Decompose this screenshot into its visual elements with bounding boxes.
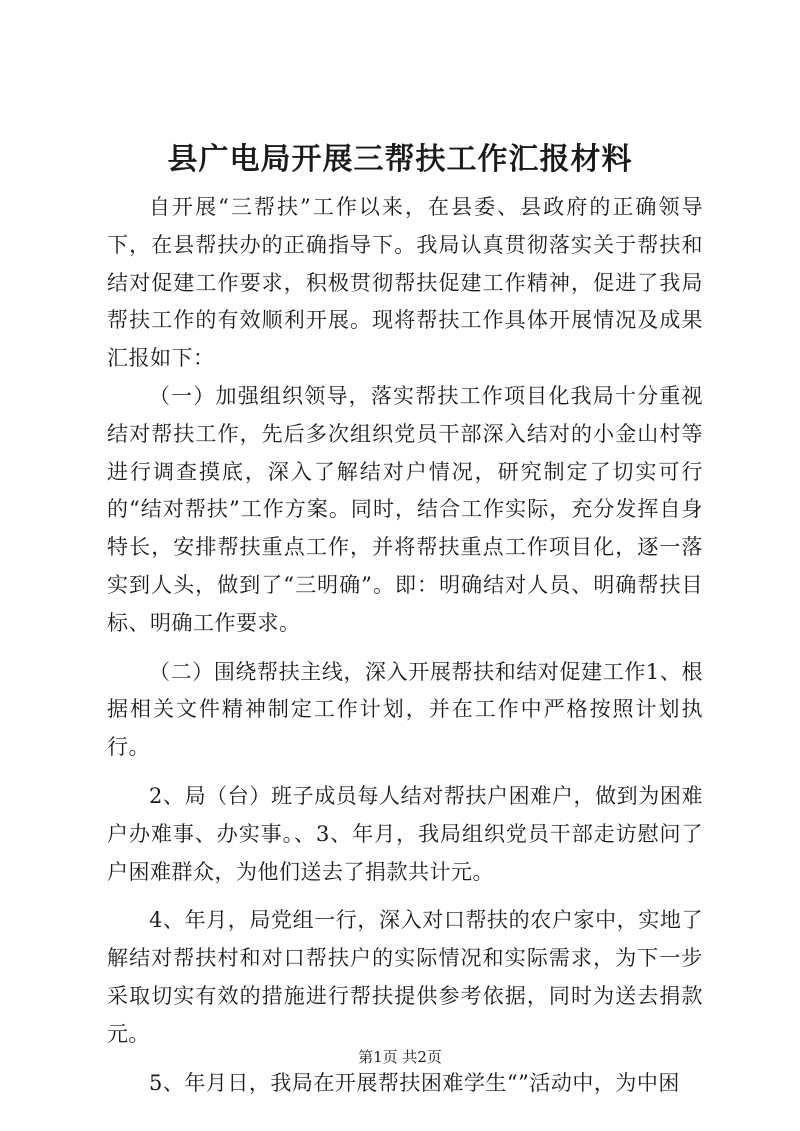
document-body <box>107 189 703 1102</box>
paragraph-item-4: 4、年月，局党组一行，深入对口帮扶的农户家中，实地了解结对帮扶村和对口帮扶户的实际情况和实际需求，为下一步采取切实有效的措施进行帮扶提供参考依据，同时为送去捐款元。 <box>107 908 703 1046</box>
paragraph-intro: 自开展“三帮扶”工作以来，在县委、县政府的正确领导下，在县帮扶办的正确指导下。我局认真贯彻落实关于帮扶和结对促建工作要求，积极贯彻帮扶促建工作精神，促进了我局帮扶工作的有效顺利开展。现将帮扶工作具体开展情况及成果汇报如下： <box>107 195 703 371</box>
page-number-footer: 第1页 共2页 <box>358 1048 442 1066</box>
paragraph-item-5: 5、年月日，我局在开展帮扶困难学生“”活动中，为中困 <box>149 1070 680 1095</box>
paragraph-section-1: （一）加强组织领导，落实帮扶工作项目化我局十分重视结对帮扶工作，先后多次组织党员干部深入结对的小金山村等进行调查摸底，深入了解结对户情况，研究制定了切实可行的“结对帮扶”工作方案。同时，结合工作实际，充分发挥自身特长，安排帮扶重点工作，并将帮扶重点工作项目化，逐一落实到人头，做到了“三明确”。即：明确结对人员、明确帮扶目标、明确工作要求。 <box>107 383 703 635</box>
paragraph-section-2: （二）围绕帮扶主线，深入开展帮扶和结对促建工作1、根据相关文件精神制定工作计划，并在工作中严格按照计划执行。 <box>107 659 703 760</box>
paragraph-item-2: 2、局（台）班子成员每人结对帮扶户困难户，做到为困难户办难事、办实事。、3、年月，我局组织党员干部走访慰问了户困难群众，为他们送去了捐款共计元。 <box>107 783 703 884</box>
document-title: 县广电局开展三帮扶工作汇报材料 <box>167 142 633 177</box>
